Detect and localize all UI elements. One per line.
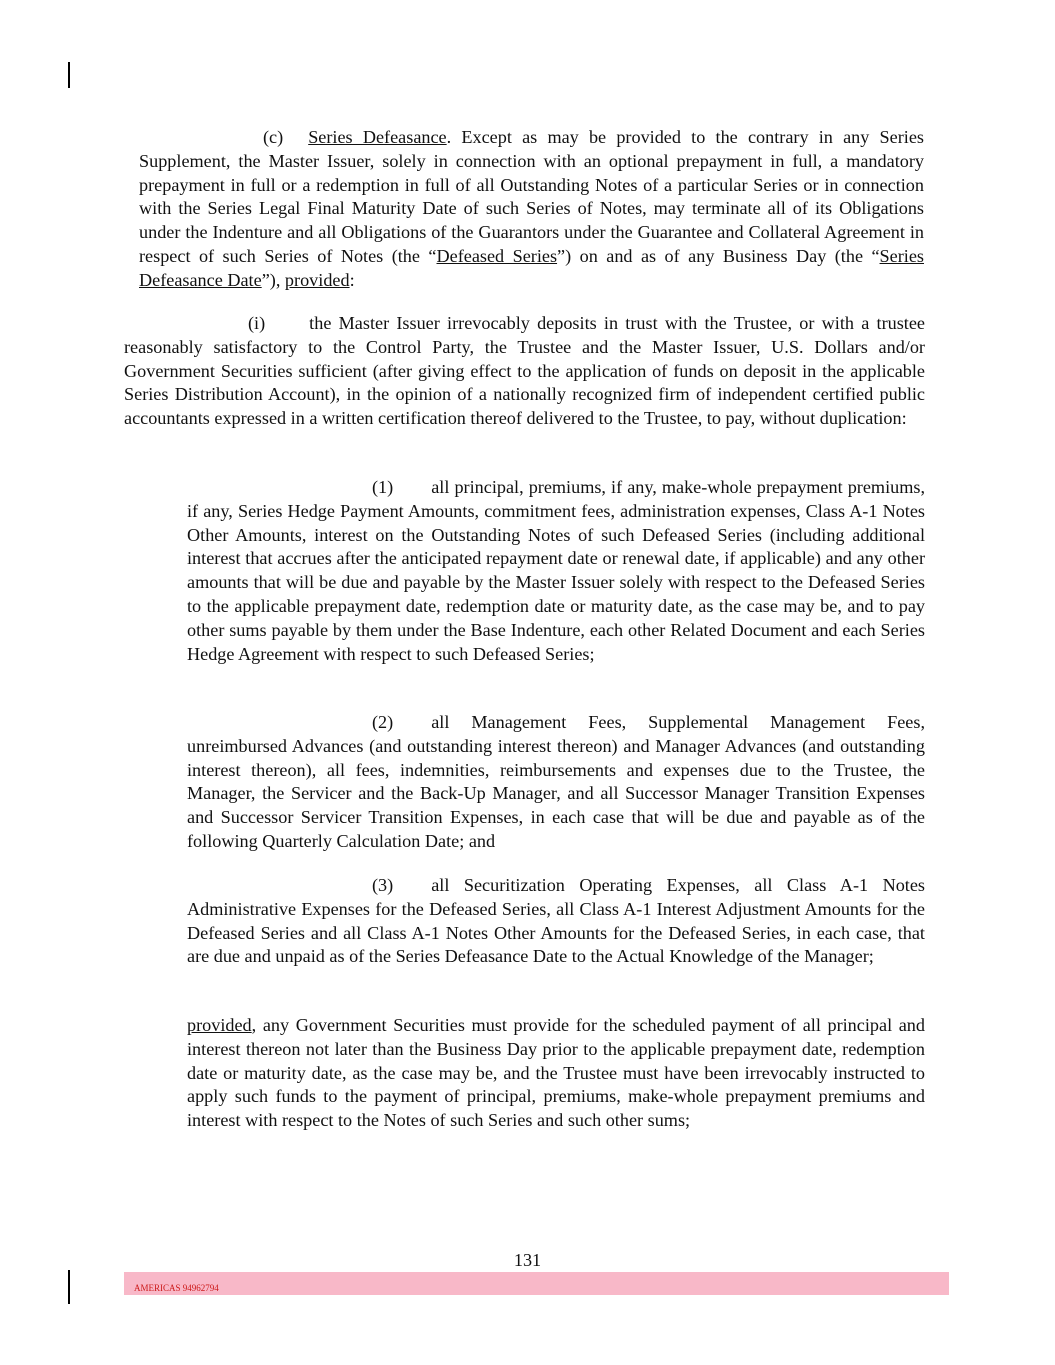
subclause-2-text: all Management Fees, Supplemental Management Fees, unreimbursed Advances (and outstanding interest thereon) and Manager Advances (and outstanding interest thereon), all fees, indemnities, reimbursements and expenses due to the Trustee, the Manager, the Servicer and the Back-Up Manager, and all Successor Manager Transition Expenses and Successor Servicer Transition Expenses, in each case that will be due and payable as of the following Quarterly Calculation Date; and <box>187 712 925 851</box>
clause-i-label: (i) <box>248 313 266 333</box>
provided-term: provided <box>284 269 350 290</box>
clause-i-text: the Master Issuer irrevocably deposits in trust with the Trustee, or with a trustee reasonably satisfactory to the Control Party, the Trustee and the Master Issuer, U.S. Dollars and/or Government Securities sufficient (after giving effect to the application of funds on deposit in the applicable Series Distribution Account), in the opinion of a nationally recognized firm of independent certified public accountants expressed in a written certification thereof delivered to the Trustee, to pay, without duplication: <box>124 313 925 429</box>
subclause-1-label: (1) <box>372 477 394 497</box>
section-c-text-3: ”), <box>261 269 285 290</box>
clause-i <box>124 312 925 431</box>
subclause-3-text: all Securitization Operating Expenses, all Class A-1 Notes Administrative Expenses for the Defeased Series, all Class A-1 Interest Adjustment Amounts for the Defeased Series and all Class A-1 Notes Other Amounts for the Defeased Series, in each case, that are due and unpaid as of the Series Defeasance Date to the Actual Knowledge of the Manager; <box>187 875 925 967</box>
subclause-3 <box>187 874 925 969</box>
proviso-term: provided <box>187 1015 252 1035</box>
revision-bar-bottom <box>68 1270 70 1304</box>
revision-bar-top <box>68 62 70 88</box>
section-c-series-defeasance <box>139 126 924 293</box>
footer-band <box>124 1272 949 1295</box>
subclause-2 <box>187 711 925 854</box>
subclause-1 <box>187 476 925 666</box>
section-c-label: (c) <box>263 127 284 147</box>
page-number: 131 <box>513 1250 542 1270</box>
document-id: AMERICAS 94962794 <box>134 1283 219 1293</box>
proviso-text: , any Government Securities must provide for the scheduled payment of all principal and interest thereon not later than the Business Day prior to the applicable prepayment date, redemption date or maturity date, as the case may be, and the Trustee must have been irrevocably instructed to apply such funds to the payment of principal, premiums, make-whole prepayment premiums and interest with respect to the Notes of such Series and such other sums; <box>187 1015 925 1131</box>
subclause-2-label: (2) <box>372 712 394 732</box>
section-c-text-2: ”) on and as of any Business Day (the “ <box>557 245 880 266</box>
defined-term-defeased-series: Defeased Series <box>436 245 558 266</box>
section-c-text-1: . Except as may be provided to the contrary in any Series Supplement, the Master Issuer, solely in connection with an optional prepayment in full, a mandatory prepayment in full or a redemption in full of all Outstanding Notes of a particular Series or in connection with the Series Legal Final Maturity Date of such Series of Notes, may terminate all of its Obligations under the Indenture and all Obligations of the Guarantors under the Guarantee and Collateral Agreement in respect of such Series of Notes (the “ <box>139 127 924 266</box>
subclause-3-label: (3) <box>372 875 394 895</box>
section-c-heading: Series Defeasance <box>308 127 447 147</box>
defined-term-series-defeasance-date: Series Defeasance Date <box>139 245 924 290</box>
subclause-1-text: all principal, premiums, if any, make-whole prepayment premiums, if any, Series Hedge Payment Amounts, commitment fees, administration expenses, Class A-1 Notes Other Amounts, interest on the Outstanding Notes of such Defeased Series (including additional interest that accrues after the anticipated repayment date or renewal date, if applicable) and any other amounts that will be due and payable by the Master Issuer solely with respect to the Defeased Series to the applicable prepayment date, redemption date or maturity date, as the case may be, and to pay other sums payable by them under the Base Indenture, each other Related Document and each Series Hedge Agreement with respect to such Defeased Series; <box>187 477 925 664</box>
proviso-paragraph <box>187 1014 925 1133</box>
section-c-text-4: : <box>349 269 355 290</box>
